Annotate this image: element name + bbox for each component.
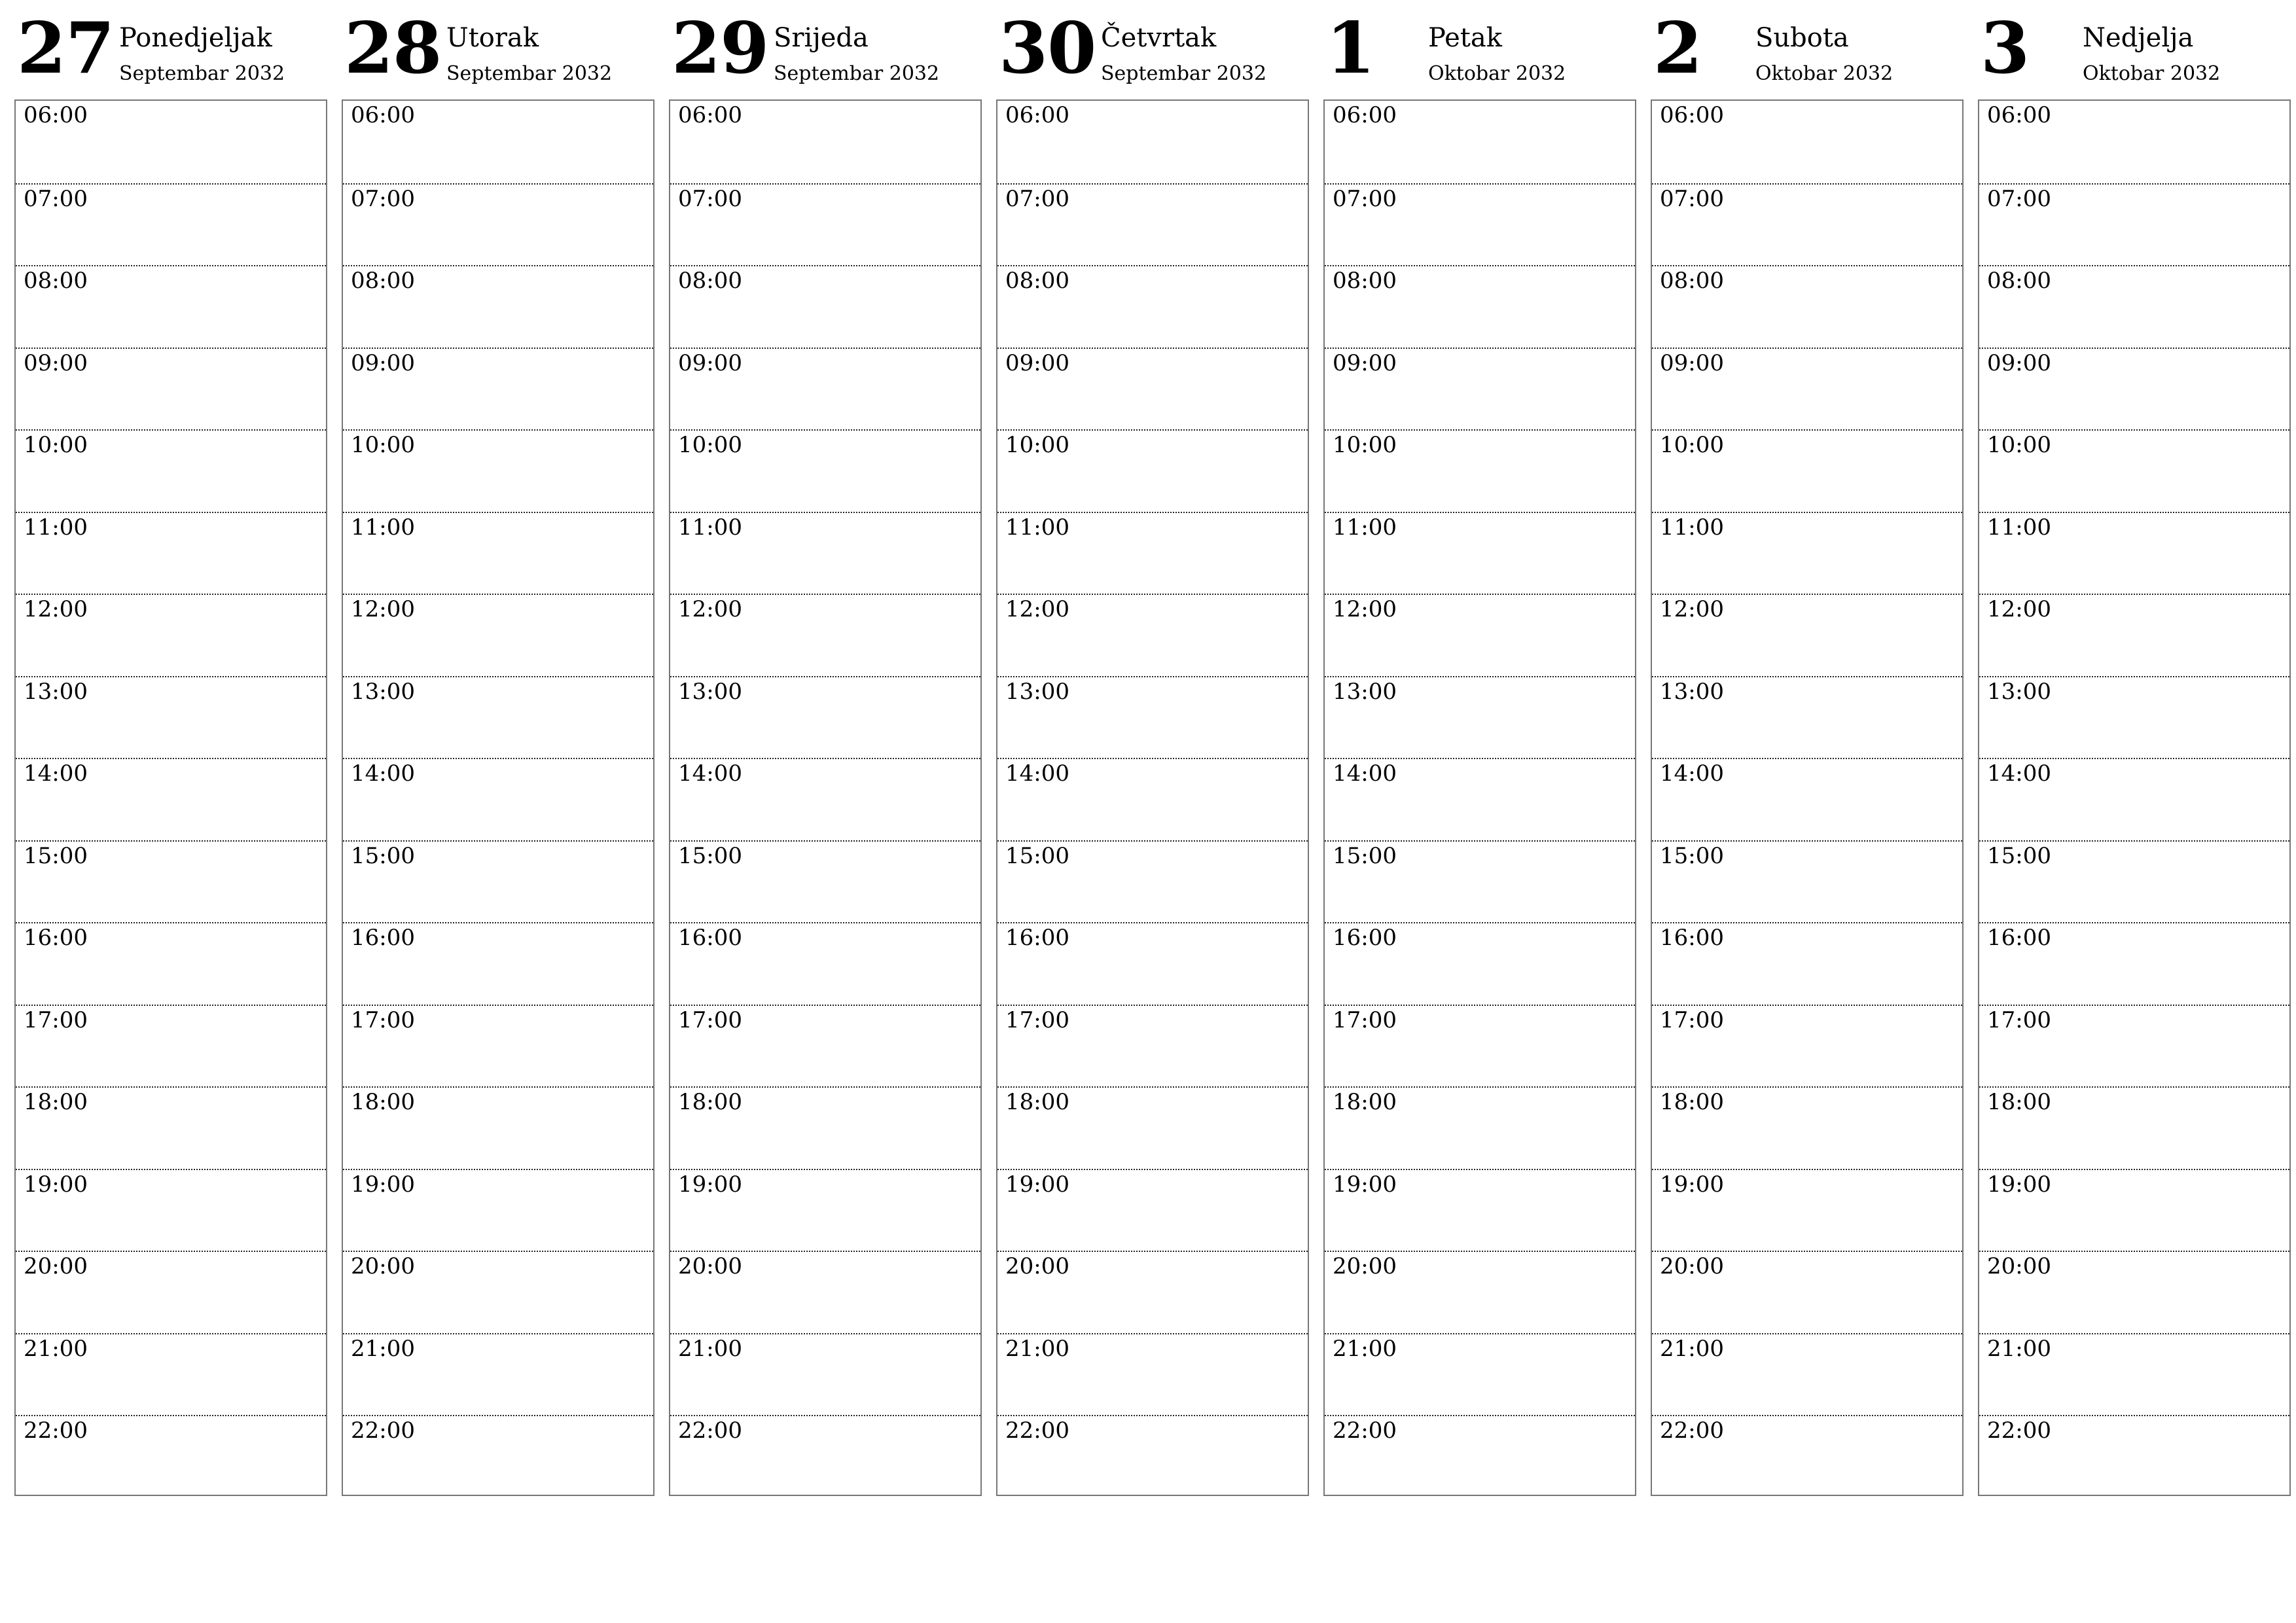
time-slot[interactable] (1979, 840, 2289, 923)
time-slot[interactable] (16, 265, 326, 348)
time-slot[interactable] (16, 1251, 326, 1333)
time-slot-label: 07:00 (678, 185, 742, 212)
day-header (1978, 0, 2291, 99)
time-slot[interactable] (1652, 594, 1962, 676)
time-slot-label: 14:00 (24, 760, 88, 787)
time-slot[interactable] (16, 429, 326, 512)
time-slot[interactable] (343, 758, 653, 840)
time-slot[interactable] (1979, 1005, 2289, 1087)
time-slot[interactable] (1652, 922, 1962, 1005)
day-header (669, 0, 982, 99)
time-slot-label: 06:00 (24, 102, 88, 128)
time-slot[interactable] (1325, 1251, 1635, 1333)
time-slot-label: 14:00 (678, 760, 742, 787)
time-slot-label: 19:00 (1333, 1171, 1397, 1198)
time-slot[interactable] (670, 1251, 980, 1333)
time-slot[interactable] (1652, 1251, 1962, 1333)
time-slot-label: 11:00 (1987, 514, 2051, 541)
time-slot[interactable] (997, 183, 1308, 266)
time-slot[interactable] (1325, 348, 1635, 430)
day-column (669, 0, 982, 1444)
time-slot-label: 18:00 (678, 1089, 742, 1115)
time-slot-label: 15:00 (24, 842, 88, 869)
time-slot[interactable] (1652, 840, 1962, 923)
time-slot-label: 07:00 (1005, 185, 1069, 212)
time-slot[interactable] (997, 758, 1308, 840)
time-slot[interactable] (343, 676, 653, 758)
time-slot[interactable] (997, 1333, 1308, 1416)
time-slot-label: 17:00 (678, 1007, 742, 1033)
time-slot[interactable] (1652, 183, 1962, 266)
time-slot[interactable] (997, 1086, 1308, 1169)
time-slot[interactable] (670, 758, 980, 840)
time-slot-label: 11:00 (678, 514, 742, 541)
time-slot-label: 09:00 (24, 349, 88, 376)
time-slot[interactable] (1325, 429, 1635, 512)
time-slot[interactable] (1652, 512, 1962, 594)
time-slot[interactable] (997, 348, 1308, 430)
time-slot[interactable] (1979, 594, 2289, 676)
time-slot[interactable] (1325, 594, 1635, 676)
time-slot-label: 16:00 (24, 925, 88, 951)
time-slot-label: 17:00 (24, 1007, 88, 1033)
time-slot-label: 22:00 (1660, 1418, 1724, 1444)
time-slot-label: 19:00 (24, 1171, 88, 1198)
time-slot[interactable] (16, 1333, 326, 1416)
day-name: Utorak (446, 23, 539, 53)
time-slot[interactable] (1979, 101, 2289, 183)
day-month-year: Septembar 2032 (774, 62, 940, 85)
time-slot-label: 15:00 (1660, 842, 1724, 869)
time-slot[interactable] (1325, 101, 1635, 183)
time-slot[interactable] (670, 1086, 980, 1169)
time-slot[interactable] (343, 1251, 653, 1333)
time-slot[interactable] (1652, 1086, 1962, 1169)
time-slot[interactable] (997, 101, 1308, 183)
time-slot[interactable] (343, 840, 653, 923)
time-slot[interactable] (1979, 1415, 2289, 1496)
time-slot[interactable] (343, 594, 653, 676)
time-slot[interactable] (1325, 1415, 1635, 1496)
time-slot-label: 15:00 (1333, 842, 1397, 869)
time-slot-label: 17:00 (1660, 1007, 1724, 1033)
time-slot[interactable] (16, 1086, 326, 1169)
time-slot-label: 18:00 (1660, 1089, 1724, 1115)
time-slot[interactable] (343, 183, 653, 266)
time-slot[interactable] (343, 265, 653, 348)
time-slot[interactable] (1979, 676, 2289, 758)
time-slot-label: 22:00 (351, 1418, 415, 1444)
time-slot[interactable] (1325, 512, 1635, 594)
time-slot[interactable] (1652, 758, 1962, 840)
time-slot-label: 07:00 (1333, 185, 1397, 212)
time-slot-label: 15:00 (678, 842, 742, 869)
time-slot[interactable] (1652, 265, 1962, 348)
time-slot-label: 22:00 (678, 1418, 742, 1444)
time-slot-label: 17:00 (1987, 1007, 2051, 1033)
time-slot-label: 16:00 (351, 925, 415, 951)
time-slot[interactable] (343, 348, 653, 430)
day-number: 29 (672, 7, 769, 90)
time-slot[interactable] (343, 1005, 653, 1087)
time-slot-label: 13:00 (24, 678, 88, 705)
time-slot-label: 09:00 (1660, 349, 1724, 376)
time-slot-label: 10:00 (1333, 432, 1397, 458)
day-number: 3 (1981, 7, 2030, 90)
time-slot-label: 20:00 (351, 1253, 415, 1279)
day-header (342, 0, 655, 99)
time-slot-label: 08:00 (678, 268, 742, 294)
time-slot[interactable] (1325, 840, 1635, 923)
time-slot[interactable] (16, 1415, 326, 1496)
time-slot[interactable] (16, 1169, 326, 1251)
time-slot[interactable] (1652, 1005, 1962, 1087)
day-number: 27 (17, 7, 115, 90)
day-number: 1 (1326, 7, 1375, 90)
time-slot[interactable] (670, 840, 980, 923)
day-header (14, 0, 327, 99)
time-slot[interactable] (1979, 265, 2289, 348)
time-slot-label: 14:00 (1005, 760, 1069, 787)
time-slot[interactable] (670, 429, 980, 512)
time-slot-label: 06:00 (1333, 102, 1397, 128)
time-slot[interactable] (16, 1005, 326, 1087)
time-slot-label: 06:00 (1987, 102, 2051, 128)
time-slot-label: 10:00 (1987, 432, 2051, 458)
time-slot-label: 06:00 (1005, 102, 1069, 128)
time-slot[interactable] (16, 512, 326, 594)
time-slot-label: 21:00 (24, 1335, 88, 1362)
time-slot-label: 11:00 (24, 514, 88, 541)
day-column (342, 0, 655, 1444)
day-column (996, 0, 1309, 1444)
time-slot[interactable] (343, 1169, 653, 1251)
time-slot[interactable] (343, 922, 653, 1005)
time-slot-label: 18:00 (24, 1089, 88, 1115)
time-slot-label: 07:00 (1987, 185, 2051, 212)
day-column (14, 0, 327, 1444)
time-slot[interactable] (1652, 101, 1962, 183)
day-schedule-box (1323, 99, 1636, 1496)
time-slot[interactable] (1325, 1169, 1635, 1251)
time-slot[interactable] (997, 676, 1308, 758)
time-slot[interactable] (1979, 429, 2289, 512)
time-slot-label: 18:00 (351, 1089, 415, 1115)
time-slot[interactable] (343, 1333, 653, 1416)
time-slot-label: 19:00 (1660, 1171, 1724, 1198)
time-slot-label: 12:00 (24, 596, 88, 622)
time-slot-label: 12:00 (678, 596, 742, 622)
time-slot-label: 12:00 (1660, 596, 1724, 622)
time-slot-label: 10:00 (24, 432, 88, 458)
time-slot[interactable] (997, 1169, 1308, 1251)
time-slot-label: 07:00 (24, 185, 88, 212)
time-slot[interactable] (343, 1415, 653, 1496)
day-schedule-box (1651, 99, 1964, 1496)
time-slot-label: 15:00 (1005, 842, 1069, 869)
time-slot[interactable] (1979, 758, 2289, 840)
time-slot[interactable] (670, 348, 980, 430)
time-slot[interactable] (16, 922, 326, 1005)
time-slot-label: 16:00 (678, 925, 742, 951)
time-slot[interactable] (1325, 1333, 1635, 1416)
time-slot[interactable] (997, 1251, 1308, 1333)
time-slot[interactable] (1979, 1333, 2289, 1416)
time-slot[interactable] (16, 348, 326, 430)
time-slot-label: 08:00 (1987, 268, 2051, 294)
time-slot-label: 10:00 (351, 432, 415, 458)
time-slot[interactable] (997, 594, 1308, 676)
time-slot-label: 17:00 (1333, 1007, 1397, 1033)
time-slot[interactable] (1979, 1251, 2289, 1333)
day-month-year: Oktobar 2032 (1755, 62, 1893, 85)
time-slot-label: 14:00 (1333, 760, 1397, 787)
time-slot-label: 09:00 (351, 349, 415, 376)
time-slot[interactable] (1979, 183, 2289, 266)
day-column (1323, 0, 1636, 1444)
time-slot[interactable] (670, 265, 980, 348)
time-slot[interactable] (1979, 1086, 2289, 1169)
time-slot[interactable] (1325, 265, 1635, 348)
time-slot-label: 09:00 (1333, 349, 1397, 376)
time-slot-label: 11:00 (1660, 514, 1724, 541)
time-slot[interactable] (1652, 429, 1962, 512)
time-slot-label: 11:00 (351, 514, 415, 541)
day-month-year: Oktobar 2032 (1428, 62, 1566, 85)
time-slot-label: 10:00 (678, 432, 742, 458)
time-slot[interactable] (16, 183, 326, 266)
time-slot[interactable] (997, 840, 1308, 923)
time-slot[interactable] (997, 512, 1308, 594)
day-name: Subota (1755, 23, 1849, 53)
time-slot-label: 20:00 (1987, 1253, 2051, 1279)
day-name: Četvrtak (1101, 23, 1217, 53)
time-slot[interactable] (670, 101, 980, 183)
time-slot-label: 20:00 (1005, 1253, 1069, 1279)
time-slot[interactable] (16, 676, 326, 758)
time-slot-label: 12:00 (1333, 596, 1397, 622)
day-schedule-box (996, 99, 1309, 1496)
time-slot-label: 09:00 (678, 349, 742, 376)
time-slot[interactable] (670, 922, 980, 1005)
time-slot[interactable] (1325, 922, 1635, 1005)
time-slot[interactable] (343, 101, 653, 183)
time-slot-label: 18:00 (1333, 1089, 1397, 1115)
time-slot-label: 09:00 (1987, 349, 2051, 376)
time-slot-label: 10:00 (1005, 432, 1069, 458)
day-number: 30 (999, 7, 1096, 90)
time-slot[interactable] (670, 594, 980, 676)
time-slot-label: 21:00 (1005, 1335, 1069, 1362)
day-month-year: Septembar 2032 (1101, 62, 1267, 85)
day-number: 2 (1653, 7, 1702, 90)
day-schedule-box (342, 99, 655, 1496)
time-slot-label: 21:00 (1660, 1335, 1724, 1362)
day-column (1651, 0, 1964, 1444)
time-slot-label: 19:00 (351, 1171, 415, 1198)
time-slot-label: 06:00 (678, 102, 742, 128)
day-header (1651, 0, 1964, 99)
time-slot-label: 21:00 (678, 1335, 742, 1362)
time-slot-label: 20:00 (1660, 1253, 1724, 1279)
time-slot-label: 17:00 (351, 1007, 415, 1033)
day-month-year: Septembar 2032 (119, 62, 285, 85)
time-slot[interactable] (670, 512, 980, 594)
time-slot[interactable] (1979, 348, 2289, 430)
time-slot[interactable] (1325, 183, 1635, 266)
day-header (1323, 0, 1636, 99)
time-slot-label: 07:00 (1660, 185, 1724, 212)
time-slot[interactable] (997, 265, 1308, 348)
time-slot-label: 16:00 (1005, 925, 1069, 951)
time-slot[interactable] (1652, 1415, 1962, 1496)
time-slot-label: 15:00 (1987, 842, 2051, 869)
time-slot[interactable] (997, 429, 1308, 512)
time-slot[interactable] (16, 840, 326, 923)
time-slot[interactable] (997, 1005, 1308, 1087)
time-slot-label: 19:00 (1987, 1171, 2051, 1198)
time-slot-label: 13:00 (1660, 678, 1724, 705)
time-slot[interactable] (1979, 1169, 2289, 1251)
time-slot-label: 21:00 (1987, 1335, 2051, 1362)
time-slot-label: 20:00 (1333, 1253, 1397, 1279)
time-slot[interactable] (1652, 1169, 1962, 1251)
time-slot[interactable] (1325, 676, 1635, 758)
time-slot-label: 11:00 (1333, 514, 1397, 541)
day-column (1978, 0, 2291, 1444)
time-slot-label: 21:00 (351, 1335, 415, 1362)
time-slot[interactable] (1979, 512, 2289, 594)
time-slot[interactable] (16, 101, 326, 183)
time-slot-label: 06:00 (351, 102, 415, 128)
time-slot[interactable] (1325, 1005, 1635, 1087)
time-slot-label: 14:00 (1987, 760, 2051, 787)
day-schedule-box (1978, 99, 2291, 1496)
time-slot-label: 16:00 (1660, 925, 1724, 951)
time-slot[interactable] (1652, 1333, 1962, 1416)
time-slot-label: 13:00 (1333, 678, 1397, 705)
time-slot-label: 08:00 (24, 268, 88, 294)
time-slot-label: 22:00 (24, 1418, 88, 1444)
time-slot[interactable] (343, 1086, 653, 1169)
time-slot[interactable] (343, 512, 653, 594)
time-slot-label: 21:00 (1333, 1335, 1397, 1362)
time-slot-label: 13:00 (678, 678, 742, 705)
day-name: Petak (1428, 23, 1502, 53)
day-schedule-box (14, 99, 327, 1496)
time-slot-label: 18:00 (1005, 1089, 1069, 1115)
time-slot-label: 17:00 (1005, 1007, 1069, 1033)
time-slot-label: 13:00 (1987, 678, 2051, 705)
time-slot-label: 20:00 (678, 1253, 742, 1279)
time-slot[interactable] (16, 594, 326, 676)
day-month-year: Septembar 2032 (446, 62, 613, 85)
time-slot[interactable] (670, 1005, 980, 1087)
time-slot[interactable] (1652, 348, 1962, 430)
time-slot-label: 22:00 (1987, 1418, 2051, 1444)
time-slot[interactable] (670, 1333, 980, 1416)
time-slot[interactable] (997, 922, 1308, 1005)
time-slot-label: 08:00 (351, 268, 415, 294)
day-name: Nedjelja (2083, 23, 2194, 53)
time-slot-label: 11:00 (1005, 514, 1069, 541)
time-slot[interactable] (670, 676, 980, 758)
time-slot-label: 19:00 (1005, 1171, 1069, 1198)
time-slot-label: 08:00 (1333, 268, 1397, 294)
time-slot[interactable] (1325, 1086, 1635, 1169)
time-slot-label: 20:00 (24, 1253, 88, 1279)
time-slot[interactable] (670, 183, 980, 266)
time-slot-label: 09:00 (1005, 349, 1069, 376)
time-slot-label: 07:00 (351, 185, 415, 212)
time-slot-label: 10:00 (1660, 432, 1724, 458)
time-slot-label: 12:00 (351, 596, 415, 622)
day-name: Ponedjeljak (119, 23, 272, 53)
day-schedule-box (669, 99, 982, 1496)
time-slot-label: 22:00 (1333, 1418, 1397, 1444)
time-slot[interactable] (343, 429, 653, 512)
time-slot-label: 06:00 (1660, 102, 1724, 128)
time-slot[interactable] (670, 1169, 980, 1251)
time-slot[interactable] (670, 1415, 980, 1496)
time-slot[interactable] (1979, 922, 2289, 1005)
time-slot-label: 08:00 (1660, 268, 1724, 294)
day-number: 28 (344, 7, 442, 90)
time-slot-label: 14:00 (351, 760, 415, 787)
time-slot-label: 16:00 (1333, 925, 1397, 951)
time-slot[interactable] (997, 1415, 1308, 1496)
time-slot[interactable] (16, 758, 326, 840)
day-month-year: Oktobar 2032 (2083, 62, 2221, 85)
time-slot-label: 15:00 (351, 842, 415, 869)
time-slot[interactable] (1325, 758, 1635, 840)
day-header (996, 0, 1309, 99)
time-slot-label: 13:00 (351, 678, 415, 705)
time-slot-label: 22:00 (1005, 1418, 1069, 1444)
time-slot-label: 16:00 (1987, 925, 2051, 951)
time-slot-label: 13:00 (1005, 678, 1069, 705)
time-slot-label: 19:00 (678, 1171, 742, 1198)
time-slot-label: 12:00 (1987, 596, 2051, 622)
time-slot[interactable] (1652, 676, 1962, 758)
day-name: Srijeda (774, 23, 869, 53)
time-slot-label: 18:00 (1987, 1089, 2051, 1115)
time-slot-label: 08:00 (1005, 268, 1069, 294)
time-slot-label: 12:00 (1005, 596, 1069, 622)
time-slot-label: 14:00 (1660, 760, 1724, 787)
